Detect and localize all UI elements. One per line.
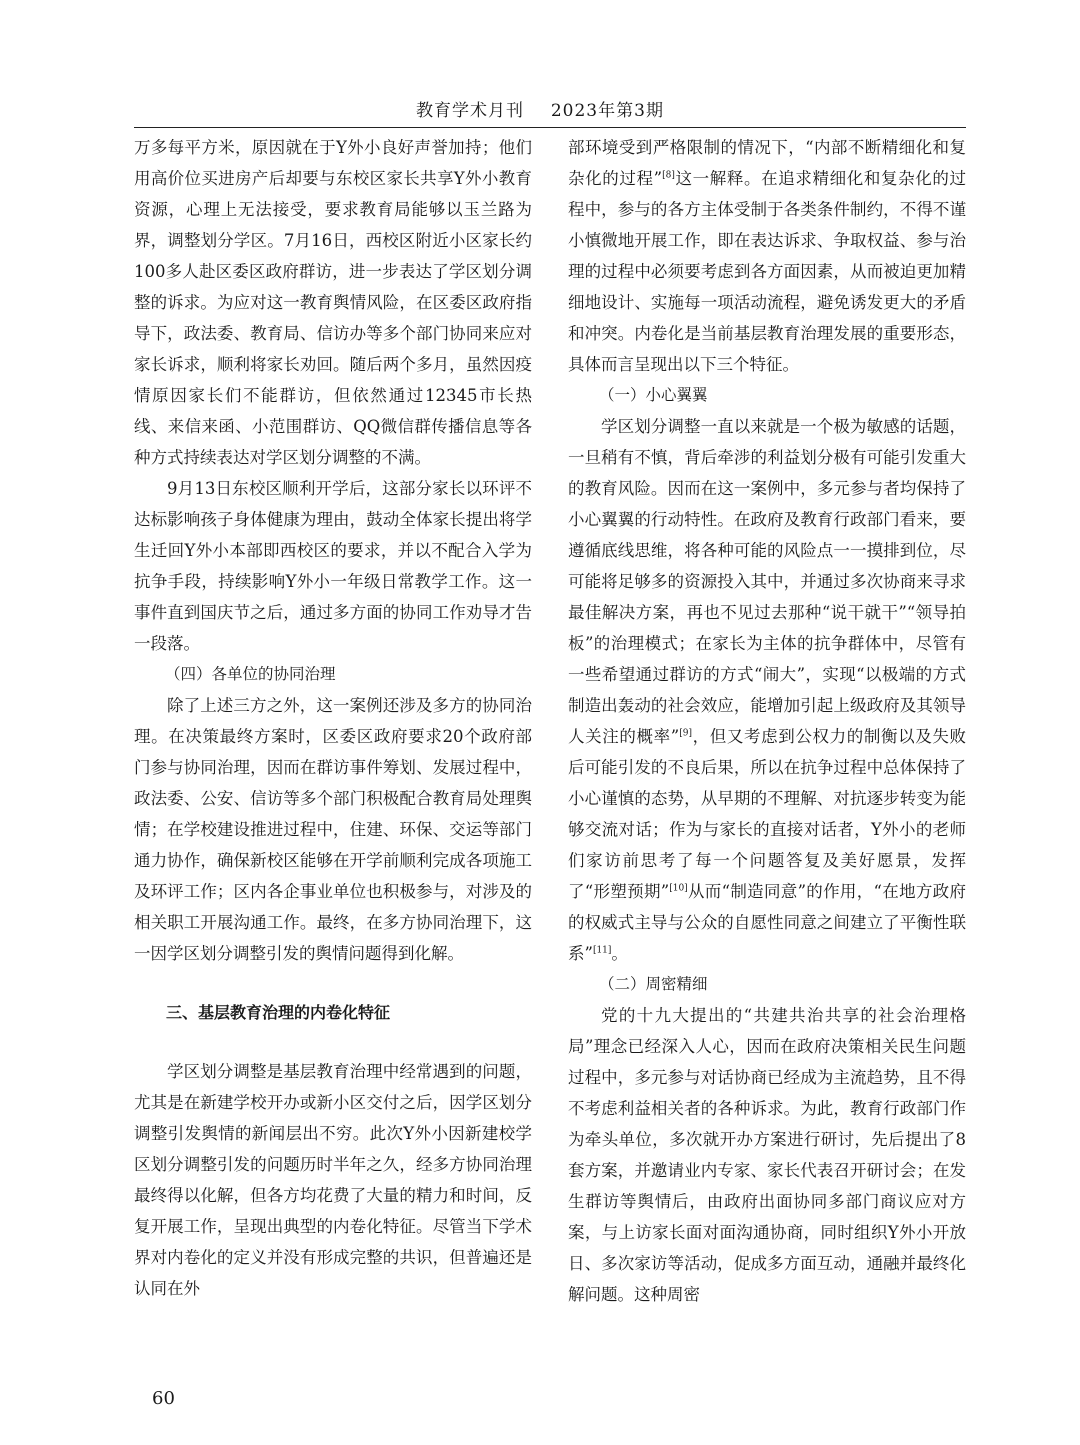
- paragraph: 9月13日东校区顺利开学后，这部分家长以环评不达标影响孩子身体健康为理由，鼓动全体家长提出将学生迁回Y外小本部即西校区的要求，并以不配合入学为抗争手段，持续影响Y外小一年级日常教学工作。这一事件直到国庆节之后，通过多方面的协同工作劝导才告一段落。: [134, 479, 532, 653]
- page-number: 60: [152, 1388, 175, 1409]
- left-column: [134, 132, 532, 1304]
- subheading: （四）各单位的协同治理: [165, 665, 336, 683]
- paragraph: 学区划分调整是基层教育治理中经常遇到的问题，尤其是在新建学校开办或新小区交付之后，因学区划分调整引发舆情的新闻层出不穷。此次Y外小因新建校学区划分调整引发的问题历时半年之久，经多方协同治理最终得以化解，但各方均花费了大量的精力和时间，反复开展工作，呈现出典型的内卷化特征。尽管当下学术界对内卷化的定义并没有形成完整的共识，但普遍还是认同在外: [134, 1062, 532, 1298]
- citation[interactable]: [9]: [679, 728, 692, 739]
- paragraph: 除了上述三方之外，这一案例还涉及多方的协同治理。在决策最终方案时，区委区政府要求20个政府部门参与协同治理，因而在群访事件筹划、发展过程中，政法委、公安、信访等多个部门积极配合教育局处理舆情；在学校建设推进过程中，住建、环保、交运等部门通力协作，确保新校区能够在开学前顺利完成各项施工及环评工作；区内各企事业单位也积极参与，对涉及的相关职工开展沟通工作。最终，在多方协同治理下，这一因学区划分调整引发的舆情问题得到化解。: [134, 696, 532, 963]
- subheading: （二）周密精细: [599, 975, 708, 993]
- header-rule: [134, 127, 966, 128]
- paragraph: 万多每平方米，原因就在于Y外小良好声誉加持；他们用高价位买进房产后却要与东校区家长共享Y外小教育资源，心理上无法接受，要求教育局能够以玉兰路为界，调整划分学区。7月16日，西校区附近小区家长约100多人赴区委区政府群访，进一步表达了学区划分调整的诉求。为应对这一教育舆情风险，在区委区政府指导下，政法委、教育局、信访办等多个部门协同来应对家长诉求，顺利将家长劝回。随后两个多月，虽然因疫情原因家长们不能群访，但依然通过12345市长热线、来信来函、小范围群访、QQ微信群传播信息等各种方式持续表达对学区划分调整的不满。: [134, 138, 532, 467]
- running-header: [0, 96, 1080, 121]
- journal-name: 教育学术月刊: [416, 101, 525, 121]
- paragraph: 学区划分调整一直以来就是一个极为敏感的话题，一旦稍有不慎，背后牵涉的利益划分极有可能引发重大的教育风险。因而在这一案例中，多元参与者均保持了小心翼翼的行动特性。在政府及教育行政部门看来，要遵循底线思维，将各种可能的风险点一一摸排到位，尽可能将足够多的资源投入其中，并通过多次协商来寻求最佳解决方案，再也不见过去那种“说干就干”“领导拍板”的治理模式；在家长为主体的抗争群体中，尽管有一些希望通过群访的方式“闹大”，实现“以极端的方式制造出轰动的社会效应，能增加引起上级政府及其领导人关注的概率”[9]，但又考虑到公权力的制衡以及失败后可能引发的不良后果，所以在抗争过程中总体保持了小心谨慎的态势，从早期的不理解、对抗逐步转变为能够交流对话；作为与家长的直接对话者，Y外小的老师们家访前思考了每一个问题答复及美好愿景，发挥了“形塑预期”[10]从而“制造同意”的作用，“在地方政府的权威式主导与公众的自愿性同意之间建立了平衡性联系”[11]。: [568, 417, 966, 963]
- section-heading: 三、基层教育治理的内卷化特征: [166, 1003, 391, 1022]
- subheading: （一）小心翼翼: [599, 386, 708, 404]
- journal-issue: 2023年第3期: [550, 101, 664, 121]
- paragraph: 党的十九大提出的“共建共治共享的社会治理格局”理念已经深入人心，因而在政府决策相关民生问题过程中，多元参与对话协商已经成为主流趋势，且不得不考虑利益相关者的各种诉求。为此，教育行政部门作为牵头单位，多次就开办方案进行研讨，先后提出了8套方案，并邀请业内专家、家长代表召开研讨会；在发生群访等舆情后，由政府出面协同多部门商议应对方案，与上访家长面对面沟通协商，同时组织Y外小开放日、多次家访等活动，促成多方面互动，通融并最终化解问题。这种周密: [568, 1006, 966, 1304]
- paragraph: 部环境受到严格限制的情况下，“内部不断精细化和复杂化的过程”[8]这一解释。在追求精细化和复杂化的过程中，参与的各方主体受制于各类条件制约，不得不谨小慎微地开展工作，即在表达诉求、争取权益、参与治理的过程中必须要考虑到各方面因素，从而被迫更加精细地设计、实施每一项活动流程，避免诱发更大的矛盾和冲突。内卷化是当前基层教育治理发展的重要形态，具体而言呈现出以下三个特征。: [568, 138, 967, 374]
- citation[interactable]: [11]: [592, 945, 612, 956]
- citation[interactable]: [8]: [662, 170, 675, 181]
- right-column: [568, 132, 966, 1310]
- citation[interactable]: [10]: [669, 883, 688, 894]
